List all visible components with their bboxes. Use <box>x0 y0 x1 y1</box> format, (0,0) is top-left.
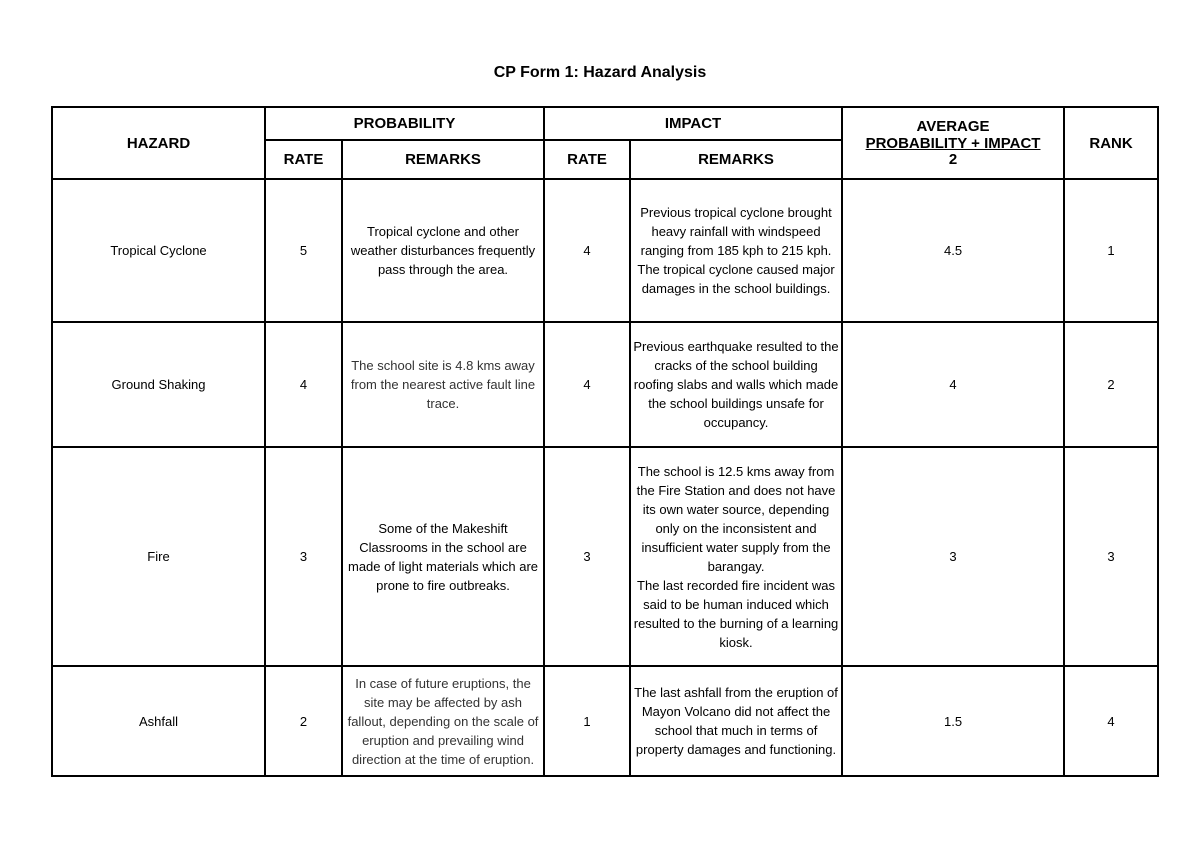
prob-rate-cell: 3 <box>265 447 342 666</box>
header-average <box>842 107 1064 179</box>
header-prob-rate: RATE <box>265 140 342 179</box>
average-formula-denominator: 2 <box>948 151 958 168</box>
average-cell: 4.5 <box>842 179 1064 322</box>
prob-remarks-cell: The school site is 4.8 kms away from the nearest active fault line trace. <box>342 322 544 447</box>
header-impact-rate: RATE <box>544 140 630 179</box>
prob-remarks-cell: Some of the Makeshift Classrooms in the school are made of light materials which are prone to fire outbreaks. <box>342 447 544 666</box>
rank-cell: 1 <box>1064 179 1158 322</box>
header-rank: RANK <box>1064 107 1158 179</box>
header-impact: IMPACT <box>544 107 842 140</box>
hazard-cell: Ground Shaking <box>52 322 265 447</box>
prob-remarks-cell: In case of future eruptions, the site may be affected by ash fallout, depending on the scale of eruption and prevailing wind direction at the time of eruption. <box>342 666 544 776</box>
page-title: CP Form 1: Hazard Analysis <box>493 64 707 81</box>
table-row <box>52 179 1158 322</box>
header-hazard: HAZARD <box>52 107 265 179</box>
prob-rate-cell: 5 <box>265 179 342 322</box>
impact-remarks-paragraph: The last recorded fire incident was said to be human induced which resulted to the burning of a learning kiosk. <box>633 577 839 650</box>
prob-rate-cell: 2 <box>265 666 342 776</box>
impact-remarks-cell: The last ashfall from the eruption of Mayon Volcano did not affect the school that much in terms of property damages and functioning. <box>630 666 842 776</box>
table-row <box>52 666 1158 776</box>
prob-remarks-cell: Tropical cyclone and other weather disturbances frequently pass through the area. <box>342 179 544 322</box>
rank-cell: 2 <box>1064 322 1158 447</box>
average-label: AVERAGE <box>916 118 990 135</box>
impact-remarks-paragraph: The school is 12.5 kms away from the Fire Station and does not have its own water source, depending only on the inconsistent and insufficient water supply from the barangay. <box>636 463 836 574</box>
hazard-analysis-table <box>51 106 1159 777</box>
impact-remarks-cell: Previous tropical cyclone brought heavy rainfall with windspeed ranging from 185 kph to 215 kph. The tropical cyclone caused major damages in the school buildings. <box>630 179 842 322</box>
rank-cell: 4 <box>1064 666 1158 776</box>
impact-rate-cell: 4 <box>544 179 630 322</box>
impact-rate-cell: 4 <box>544 322 630 447</box>
impact-rate-cell: 1 <box>544 666 630 776</box>
impact-rate-cell: 3 <box>544 447 630 666</box>
hazard-cell: Tropical Cyclone <box>52 179 265 322</box>
table-row <box>52 322 1158 447</box>
average-formula-numerator: PROBABILITY + IMPACT <box>865 135 1041 152</box>
average-cell: 1.5 <box>842 666 1064 776</box>
rank-cell: 3 <box>1064 447 1158 666</box>
prob-rate-cell: 4 <box>265 322 342 447</box>
header-prob-remarks: REMARKS <box>342 140 544 179</box>
table-row <box>52 447 1158 666</box>
header-impact-remarks: REMARKS <box>630 140 842 179</box>
average-cell: 3 <box>842 447 1064 666</box>
header-probability: PROBABILITY <box>265 107 544 140</box>
impact-remarks-cell <box>630 447 842 666</box>
hazard-cell: Fire <box>52 447 265 666</box>
impact-remarks-cell: Previous earthquake resulted to the cracks of the school building roofing slabs and walls which made the school buildings unsafe for occupancy. <box>630 322 842 447</box>
average-cell: 4 <box>842 322 1064 447</box>
hazard-cell: Ashfall <box>52 666 265 776</box>
